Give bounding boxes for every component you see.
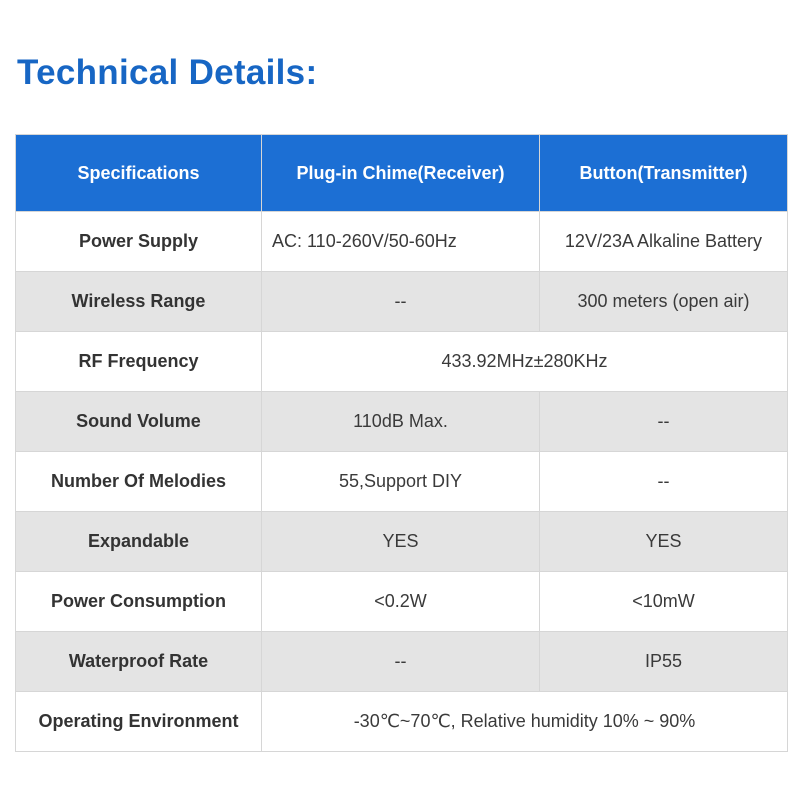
transmitter-value: -- (540, 452, 788, 512)
receiver-value: -- (262, 272, 540, 332)
row-label: Operating Environment (16, 692, 262, 752)
row-label: Waterproof Rate (16, 632, 262, 692)
row-label: Power Supply (16, 212, 262, 272)
page-title: Technical Details: (17, 53, 318, 92)
table-header-row (16, 135, 788, 212)
row-label: Sound Volume (16, 392, 262, 452)
transmitter-value: IP55 (540, 632, 788, 692)
header-transmitter: Button(Transmitter) (540, 135, 788, 212)
spec-table (15, 134, 788, 752)
transmitter-value: <10mW (540, 572, 788, 632)
table-row (16, 512, 788, 572)
header-receiver: Plug-in Chime(Receiver) (262, 135, 540, 212)
table-row (16, 332, 788, 392)
transmitter-value: -- (540, 392, 788, 452)
table-row (16, 392, 788, 452)
header-specifications: Specifications (16, 135, 262, 212)
transmitter-value: YES (540, 512, 788, 572)
receiver-value: 55,Support DIY (262, 452, 540, 512)
table-row (16, 452, 788, 512)
row-label: Expandable (16, 512, 262, 572)
table-row (16, 632, 788, 692)
row-label: Number Of Melodies (16, 452, 262, 512)
table-row (16, 572, 788, 632)
merged-value: 433.92MHz±280KHz (262, 332, 788, 392)
receiver-value: <0.2W (262, 572, 540, 632)
transmitter-value: 300 meters (open air) (540, 272, 788, 332)
row-label: Power Consumption (16, 572, 262, 632)
table-row (16, 212, 788, 272)
receiver-value: 110dB Max. (262, 392, 540, 452)
table-row (16, 692, 788, 752)
receiver-value: -- (262, 632, 540, 692)
table-row (16, 272, 788, 332)
receiver-value: YES (262, 512, 540, 572)
row-label: RF Frequency (16, 332, 262, 392)
transmitter-value: 12V/23A Alkaline Battery (540, 212, 788, 272)
row-label: Wireless Range (16, 272, 262, 332)
merged-value: -30℃~70℃, Relative humidity 10% ~ 90% (262, 692, 788, 752)
receiver-value: AC: 110-260V/50-60Hz (262, 212, 540, 272)
